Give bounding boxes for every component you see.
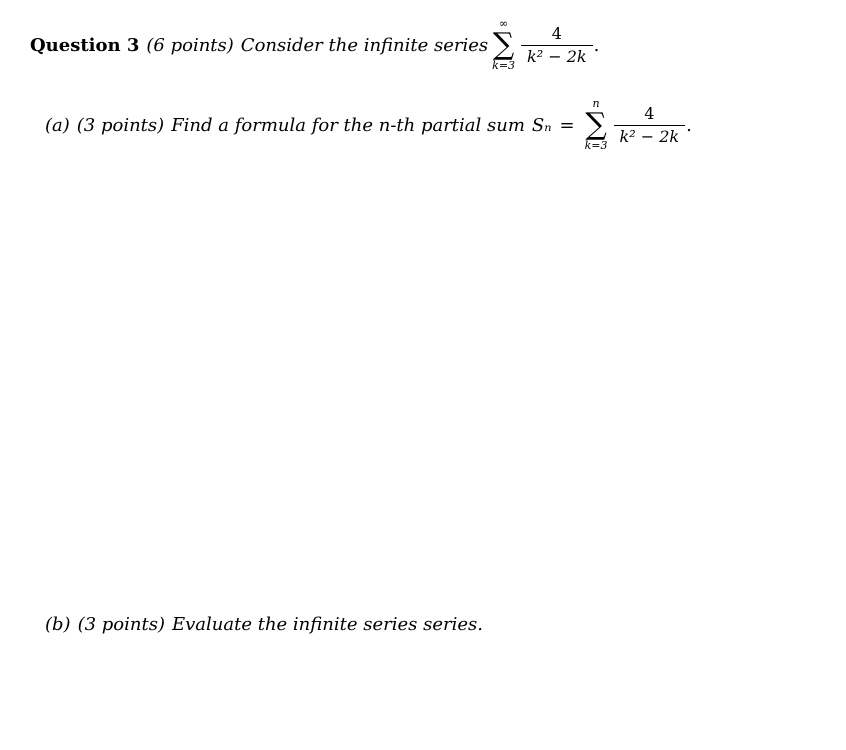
part-b xyxy=(45,614,483,635)
question-label: Question 3 xyxy=(30,35,140,56)
part-b-label: (b) xyxy=(45,614,71,635)
partial-series-period: . xyxy=(686,115,692,136)
fraction-denominator: k² − 2k xyxy=(527,47,587,66)
question-points: (6 points) xyxy=(146,35,234,56)
partial-summation xyxy=(585,98,608,153)
part-a-label: (a) xyxy=(45,115,70,136)
equals-sign: = xyxy=(559,115,575,136)
fraction xyxy=(521,26,593,65)
summation-sigma: ∑ xyxy=(492,27,515,62)
part-a xyxy=(45,98,692,153)
summation xyxy=(492,18,515,73)
partial-summation-lower-limit: k=3 xyxy=(584,139,608,152)
series-period: . xyxy=(593,35,600,56)
part-a-points: (3 points) xyxy=(76,115,165,136)
partial-fraction-numerator: 4 xyxy=(644,104,655,123)
question-text: Consider the infinite series xyxy=(240,35,489,56)
question-header xyxy=(30,18,599,73)
partial-sum-symbol: Sₙ xyxy=(531,115,552,136)
part-a-text: Find a formula for the n-th partial sum xyxy=(171,115,525,136)
partial-fraction-denominator: k² − 2k xyxy=(619,127,680,146)
fraction-numerator: 4 xyxy=(551,24,562,43)
partial-fraction xyxy=(614,106,686,145)
partial-summation-sigma: ∑ xyxy=(585,107,607,142)
part-b-text: Evaluate the infinite series series. xyxy=(171,614,483,635)
part-b-points: (3 points) xyxy=(77,614,165,635)
summation-upper-limit: ∞ xyxy=(499,17,509,30)
summation-lower-limit: k=3 xyxy=(492,59,516,72)
partial-summation-upper-limit: n xyxy=(592,97,600,110)
